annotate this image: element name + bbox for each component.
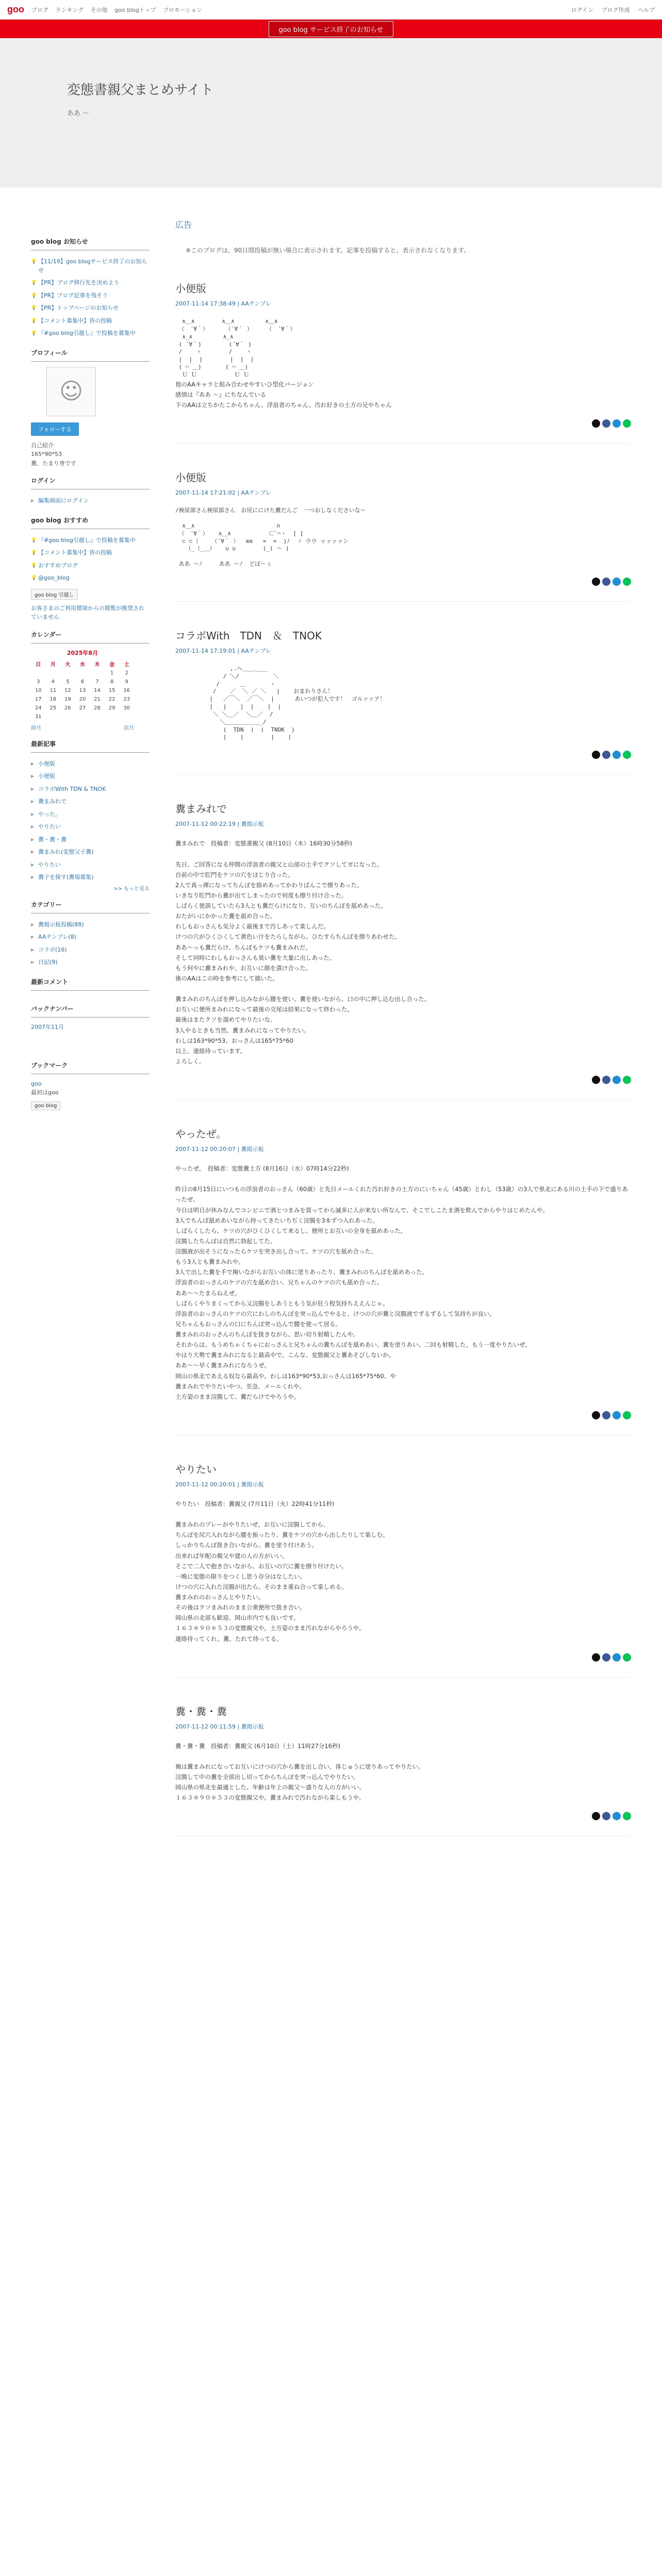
post: [175, 628, 631, 775]
calendar-day: [75, 713, 90, 721]
content-wrap: [31, 188, 631, 2576]
share-buttons: [175, 419, 631, 428]
profile-line: 165*90*53: [31, 451, 62, 458]
calendar-day: 2: [125, 670, 128, 676]
calendar-day-header: 月: [50, 662, 56, 668]
recent-post-link[interactable]: ▶ 糞・糞・糞: [31, 834, 150, 846]
calendar-day-header: 金: [109, 662, 115, 668]
create-blog-link[interactable]: ブログ作成: [601, 6, 630, 13]
calendar-day: 19: [64, 696, 71, 702]
x-icon[interactable]: [592, 578, 600, 586]
calendar-day: 23: [123, 696, 130, 702]
reco-item[interactable]: 💡 【コメント募集中】皆の投稿: [31, 547, 150, 560]
inactive-notice: ※このブログは、90日間投稿が無い場合に表示されます。記事を投稿すると、表示されなくなります。: [186, 247, 470, 254]
calendar-day: [75, 669, 90, 677]
share-buttons: [175, 578, 631, 586]
env-note[interactable]: お客さまのご利用環境からの閲覧が推奨されていません: [31, 604, 144, 621]
recent-post-link[interactable]: ▶ 糞まみれ(変態父子糞): [31, 846, 150, 859]
reco-item[interactable]: 💡 おすすめブログ: [31, 560, 150, 572]
x-icon[interactable]: [592, 751, 600, 759]
service-end-bar: [0, 20, 662, 38]
hatena-icon[interactable]: [613, 1653, 621, 1662]
facebook-icon[interactable]: [602, 578, 610, 586]
calendar-day: 15: [108, 687, 115, 693]
recent-heading: 最新記事: [31, 731, 150, 753]
post-meta[interactable]: 2007-11-14 17:38:49 | AAテンプレ: [175, 300, 271, 307]
share-buttons: [175, 1411, 631, 1419]
facebook-icon[interactable]: [602, 419, 610, 428]
calendar-day: [90, 713, 105, 721]
calendar-day: 17: [35, 696, 42, 702]
calendar-day: 13: [79, 687, 86, 693]
post-meta[interactable]: 2007-11-12 00:22:19 | 糞掲示板: [175, 821, 264, 828]
calendar-day-header: 木: [94, 662, 100, 668]
profile-line: 糞、たまり専です: [31, 460, 76, 467]
goo-blog-move-badge[interactable]: goo blog 引越し: [31, 589, 78, 600]
calendar-day: [90, 669, 105, 677]
goo-logo[interactable]: goo: [7, 4, 24, 14]
bookmark-heading: ブックマーク: [31, 1053, 150, 1074]
post-tail: 以上、連絡待っています。 よろしく。: [175, 1047, 246, 1065]
calendar-day: 22: [108, 696, 115, 702]
post-body: 糞・糞・糞 投稿者：糞親父 (6月10日（土）11時27分16秒) 俺は糞まみれになってお互いにけつの穴から糞を出し合い、体じゅうに塗りあってやりたい。 浣腸して中の糞を全部出し切ってからちんぽを突っ込んでやりたい。 岡山県の県北を最適とした、年齢は年上の親父～盛りな人の方がいい。 １６３＊９０＊５３の変態親父や。糞まみれで汚れながら楽しもうや。: [175, 1742, 424, 1802]
post-title[interactable]: 糞・糞・糞: [175, 1705, 227, 1718]
login-list: [31, 495, 150, 507]
recent-post-link[interactable]: ▶ やった。: [31, 808, 150, 821]
recent-post-link[interactable]: ▶ やりたい: [31, 821, 150, 834]
calendar-day: 6: [80, 679, 85, 685]
calendar-table: [31, 659, 134, 721]
facebook-icon[interactable]: [602, 751, 610, 759]
post-meta[interactable]: 2007-11-12 00:11:59 | 糞掲示板: [175, 1723, 264, 1730]
facebook-icon[interactable]: [602, 1411, 610, 1419]
backnumber-heading: バックナンバー: [31, 996, 150, 1018]
blog-title[interactable]: 変態書親父まとめサイト: [67, 82, 214, 98]
global-topbar: [0, 0, 662, 20]
post: [175, 801, 631, 1100]
calendar-day: 20: [79, 696, 86, 702]
recent-post-link[interactable]: ▶ コラボWith TDN & TNOK: [31, 783, 150, 796]
notice-item[interactable]: 💡 【11/19】goo blogサービス終了のお知らせ: [31, 256, 150, 277]
hatena-icon[interactable]: [613, 1076, 621, 1084]
calendar-day: 29: [108, 705, 115, 711]
calendar-day: 9: [125, 679, 128, 685]
x-icon[interactable]: [592, 1812, 600, 1820]
edit-login-link[interactable]: ▶ 編集画面にログイン: [31, 495, 150, 507]
calendar-day: [119, 713, 134, 721]
post-title[interactable]: やったぜ。: [175, 1128, 227, 1141]
share-buttons: [175, 1076, 631, 1084]
profile-heading: プロフィール: [31, 340, 150, 362]
post-divider: [175, 443, 631, 444]
post-title[interactable]: 糞まみれで: [175, 803, 227, 816]
calendar-day: 25: [49, 705, 57, 711]
category-link[interactable]: ▶ 日記(9): [31, 956, 150, 969]
calendar-day: 24: [35, 705, 42, 711]
calendar-day: 10: [35, 687, 42, 693]
category-list: [31, 919, 150, 969]
profile-text: [31, 441, 150, 468]
top-nav-item[interactable]: goo blogトップ: [114, 6, 156, 13]
ascii-art: ,.へ＿_＿___ / ＼/ ＼ / ＿ ヽ / ／ ＼ ／ ＼ | おまわりさん！ | ／￣＼ ／￣＼ | あいつが犯人です！ ゴルァァア！ | | | | | | ＼ ＼＿／ ＼＿／ / ＼＿＿＿＿＿＿_/ ( TDN ) ( TNOK ) | | | |: [209, 665, 386, 741]
calendar-day: 3: [37, 679, 40, 685]
post-meta[interactable]: 2007-11-14 17:21:02 | AAテンプレ: [175, 489, 271, 497]
line-icon[interactable]: [623, 1812, 631, 1820]
top-right-links: [565, 6, 655, 14]
calendar-day: 26: [64, 705, 71, 711]
recent-post-link[interactable]: ▶ 糞子を探す(糞場募集): [31, 871, 150, 884]
notice-item[interactable]: 💡 【PR】ブログ移行先を決めよう: [31, 277, 150, 290]
x-icon[interactable]: [592, 1653, 600, 1662]
calendar-day: 1: [110, 670, 114, 676]
reco-heading: goo blog おすすめ: [31, 507, 150, 529]
calendar-day: [105, 713, 120, 721]
post-meta[interactable]: 2007-11-12 00:20:07 | 糞掲示板: [175, 1146, 264, 1153]
post-body: 他のAAキャラと組み合わせやすいひ型化バージョン 感情は『ああ 〜』にちなんでいる 下のAAは立ちかたこからちゃん、浮浪者のちゃん、汚れ好きの土方の兄やちゃん: [175, 380, 392, 409]
recent-post-link[interactable]: ▶ 小便版: [31, 770, 150, 783]
post: [175, 469, 631, 602]
calendar-day-header: 日: [36, 662, 41, 668]
calendar-prev[interactable]: 前月: [31, 725, 41, 731]
post-body: やりたい 投稿者：糞親父 (7月11日（火）22時41分11秒) 糞まみれのプレーがやりたいぜ。お互いに浣腸してから、 ちんぽを尻穴入れながら腰を振ったり、糞をケツの穴から出したりして楽しむ。 しっかりちんぽ扱き合いながら、糞を塗り付けあう。 出来れば年配の親父や建の人の方がいい。 そこで二人で抱き合いながら、お互いの穴に糞を擦り付けたい。 一晩に変態の限りをつくし思う存分はなしたい。 けつの穴に入れた浣腸が出たら、そのまま重ね合って楽しめる。 糞まみれのおっさんとやりたい。 その後はクソまみれのまま公衆便所で扱き合い。 岡山県の北部も歓迎、岡山市内でも良いです。 １６３＊９０＊５３の変態親父や。土方姿のまま汚れながらやろうや。 連絡待ってくれ。糞、たれて待ってる。: [175, 1500, 389, 1642]
calendar-day: 4: [51, 679, 55, 685]
ascii-art: /検尿部さん検尿部さん お尻ににけた糞だんご 一つおしなくださいな〜 ∧＿∧ ∩ （ ´∀｀） ∧＿∧ ⊂ﾞ⌒ヽ [ ] ⊂ ⊂ ） （´∀｀ ） ≡≡ = = )ﾉ ゞ ウウ ヮァァァン （_（_＿） ∪ ∪ (_( 〜 ) ああ 〜ﾉ ああ 〜ﾉ どぼ〜ぅ: [175, 507, 366, 568]
hatena-icon[interactable]: [613, 578, 621, 586]
calendar-heading: カレンダー: [31, 622, 150, 643]
blog-header: [0, 38, 662, 188]
line-icon[interactable]: [623, 1076, 631, 1084]
x-icon[interactable]: [592, 1076, 600, 1084]
calendar-day: 8: [110, 679, 114, 685]
login-heading: ログイン: [31, 468, 150, 489]
top-nav-item[interactable]: ランキング: [55, 6, 84, 13]
facebook-icon[interactable]: [602, 1812, 610, 1820]
calendar-day: [31, 669, 46, 677]
avatar: ☺: [46, 367, 96, 416]
calendar-day: [60, 713, 75, 721]
post-title[interactable]: 小便版: [175, 282, 206, 295]
calendar-day-header: 水: [79, 662, 85, 668]
recent-list: [31, 758, 150, 884]
notice-list: [31, 256, 150, 340]
hatena-icon[interactable]: [613, 419, 621, 428]
facebook-icon[interactable]: [602, 1076, 610, 1084]
notice-item[interactable]: 💡 『#goo blog引越し』で投稿を募集中: [31, 327, 150, 340]
ad-label: 広告: [175, 220, 192, 230]
goo-blog-badge[interactable]: goo blog: [31, 1101, 60, 1110]
category-link[interactable]: ▶ 糞掲示板投稿(88): [31, 919, 150, 931]
share-buttons: [175, 751, 631, 759]
follow-button[interactable]: フォローする: [31, 422, 79, 436]
notice-item[interactable]: 💡 【コメント募集中】皆の投稿: [31, 315, 150, 328]
calendar-day-header: 火: [65, 662, 71, 668]
calendar-day: [46, 669, 61, 677]
post: [175, 1703, 631, 1837]
calendar-day-header: 土: [124, 662, 129, 668]
blog-description: ああ 〜: [67, 110, 90, 117]
category-link[interactable]: ▶ コラボ(16): [31, 944, 150, 957]
top-nav-item[interactable]: プロモーション: [163, 6, 203, 13]
top-nav: [31, 6, 207, 14]
calendar-day: 5: [66, 679, 70, 685]
post-meta[interactable]: 2007-11-14 17:19:01 | AAテンプレ: [175, 647, 271, 654]
reco-item[interactable]: 💡 @goo_blog: [31, 572, 150, 585]
x-icon[interactable]: [592, 419, 600, 428]
calendar-next[interactable]: 次月: [124, 725, 134, 731]
login-link[interactable]: ログイン: [571, 6, 593, 13]
hatena-icon[interactable]: [613, 751, 621, 759]
bookmark-desc: 最初はgoo: [31, 1089, 59, 1096]
sidebar-notice-heading: goo blog お知らせ: [31, 229, 150, 250]
calendar-day: [60, 669, 75, 677]
post: [175, 1461, 631, 1677]
sidebar: [31, 229, 150, 1114]
calendar-day: 7: [95, 679, 99, 685]
service-end-button[interactable]: goo blog サービス終了のお知らせ: [269, 21, 393, 37]
calendar-day: 31: [35, 714, 42, 720]
post-divider: [175, 601, 631, 602]
line-icon[interactable]: [623, 1411, 631, 1419]
recent-post-link[interactable]: ▶ やりたい: [31, 859, 150, 872]
bookmark-link[interactable]: goo: [31, 1080, 42, 1087]
post: [175, 1126, 631, 1435]
recent-post-link[interactable]: ▶ 小便版: [31, 758, 150, 771]
notice-item[interactable]: 💡 【PR】ブログ記事を残そう: [31, 290, 150, 302]
line-icon[interactable]: [623, 1653, 631, 1662]
calendar-nav: [31, 723, 134, 731]
main-column: [175, 218, 631, 1862]
post-title[interactable]: やりたい: [175, 1463, 217, 1476]
post-title[interactable]: コラボWith TDN ＆ TNOK: [175, 629, 322, 642]
reco-item[interactable]: 💡 『#goo blog引越し』で投稿を募集中: [31, 534, 150, 547]
line-icon[interactable]: [623, 578, 631, 586]
share-buttons: [175, 1812, 631, 1820]
post: [175, 280, 631, 444]
facebook-icon[interactable]: [602, 1653, 610, 1662]
calendar-day: 27: [79, 705, 86, 711]
comment-heading: 最新コメント: [31, 969, 150, 991]
post-list: [175, 280, 631, 1836]
top-nav-item[interactable]: ブログ: [31, 6, 48, 13]
post-divider: [175, 774, 631, 775]
recent-post-link[interactable]: ▶ 糞まみれで: [31, 795, 150, 808]
line-icon[interactable]: [623, 419, 631, 428]
profile-line: 自己紹介: [31, 442, 54, 449]
recent-more-link[interactable]: >> もっと見る: [113, 886, 150, 892]
calendar-day: [46, 713, 61, 721]
calendar-day: 21: [94, 696, 101, 702]
backnumber-link[interactable]: 2007年11月: [31, 1023, 64, 1030]
hatena-icon[interactable]: [613, 1411, 621, 1419]
post-meta[interactable]: 2007-11-12 00:20:01 | 糞掲示板: [175, 1481, 264, 1488]
post-title[interactable]: 小便版: [175, 471, 206, 484]
reco-list: [31, 534, 150, 585]
post-body: やったぜ。 投稿者：変態糞土方 (8月16日（水）07時14分22秒) 昨日の8月15日にいつもの浮浪者のおっさん（60歳）と先日メールくれた汚れ好きの土方のにいちゃん（45歳）とわし（53歳）の3人で県北にある川の土手の下で盛りあったぜ。 今日は明日が休みなんでコンビニで酒とつまみを買ってから滅多に人が来ない所なんで、そこでしこたま酒を飲んでからやりはじめたんや。 3人でちんぽ舐めあいながら持ってきたいちぢく浣腸を3本ずつ入れあった。 しばらくしたら、ケツの穴がひくひくして来るし、便所とお互いの全身を舐めあった。 浣腸したちんぽは自然に勃起してた。 浣腸液が出そうになったらケツを突き出し合って、ケツの穴を舐め合った。 もう3人とも糞まみれや。 3人で出した糞を手で掬いながらお互いの体に塗りあったり、糞まみれのちんぽを舐めあった。 浮浪者のおっさんのケツの穴を舐め合い、兄ちゃんのケツの穴も舐め合った。 ああ〜〜たまらねえぜ。 しばらくやりまくってから又浣腸をしあうともう気が狂う程気持ちええんじゃ。 浮浪者のおっさんのケツの穴にわしのちんぽを突っ込んでやると、けつの穴が糞と浣腸液でずるずるして気持ちが良い。 兄ちゃんもおっさんの口にちんぽ突っ込んで腰を使って居る。 糞まみれのおっさんのちんぽを扱きながら、思い切り射精したんや。 それからは、もうめちゃくちゃにおっさんと兄ちゃんの糞ちんぽを舐めあい、糞を塗りあい、二回も射精した。もう一度やりたいぜ。 やはり大勢で糞まみれになると最高やで。こんな、変態親父と糞あそびしないか。 ああ〜〜早く糞まみれになろうぜ。 岡山の県北であえる奴なら最高や。わしは163*90*53,おっさんは165*75*60、や 糞まみれでやりたいやつ、至急、メールくれや。 土方姿のまま浣腸して、糞だらけでやろうや。: [175, 1165, 628, 1400]
line-icon[interactable]: [623, 751, 631, 759]
ascii-art: ∧＿∧ ∧＿∧ ∧＿∧ （ ´∀｀） （´∀｀ ） （ ´∀｀） ∧_∧ ∧_∧ ( ´∀｀) (´∀｀ ) / ヽ / ヽ | | | | | | ( ⌒ ＿) ( ⌒ ＿) Ｕ Ｕ Ｕ Ｕ: [178, 318, 296, 378]
help-link[interactable]: ヘルプ: [638, 6, 655, 13]
notice-item[interactable]: 💡 【PR】トップページのお知らせ: [31, 302, 150, 315]
calendar-month: 2025年8月: [67, 649, 98, 656]
category-heading: カテゴリー: [31, 892, 150, 913]
top-nav-item[interactable]: その他: [90, 6, 108, 13]
category-link[interactable]: ▶ AAテンプレ(8): [31, 931, 150, 944]
calendar-day: 16: [123, 687, 130, 693]
hatena-icon[interactable]: [613, 1812, 621, 1820]
calendar-day: 12: [64, 687, 71, 693]
calendar-day: 11: [49, 687, 57, 693]
calendar-day: 14: [94, 687, 101, 693]
post-divider: [175, 1099, 631, 1100]
x-icon[interactable]: [592, 1411, 600, 1419]
post-body: 糞まみれで 投稿者：変態書親父 (8月10日（木）16時30分58秒) 先日、ご回答になる仲間の浮浪者の親父と山部の土手でクソしてガになった。 自前の中で肛門をケツの穴をほじり合った。 2人で真っ裸になってちんぽを絡めあってかわりばんこで擦りあった。 いきなり肛門から糞が出てしまったので何度も擦り付け合った。 しばらく使誤していたら3人とも糞だらけになり、互いのちんぽを舐めあった。 おたがいにかかった糞を舐め合った。 わしもおっさんも気分よく最後まで汚しあって楽しんだ。 けつの穴がひくひくして黄色い汁をたらしながら、ひたすらちんぽを擦りあわせた。 ああ〜っも糞だらけ、ちんぽもケツも糞まみれだ。 そして同時にわしもおっさんも臭い糞を大量に出しあった。 もう何やに糞まみれや、お互いに顔を漬け合った。 後のAAはこの時を参考にして描いた。 糞まみれのちんぽを押し込みながら腰を使い、糞を使いながら、口の中に押し込む出し合った。 お互いに便所まみれになって最後の交尾は結果になって終わった。 最後はまたクソを溜めてやりたいな。 3人やるときも当然、糞まみれになってやりたい。 わしは163*90*53、おっさんは165*75*60: [175, 840, 431, 1044]
calendar-day: 30: [123, 705, 130, 711]
share-buttons: [175, 1653, 631, 1662]
calendar-day: 18: [49, 696, 57, 702]
calendar-day: 28: [94, 705, 101, 711]
